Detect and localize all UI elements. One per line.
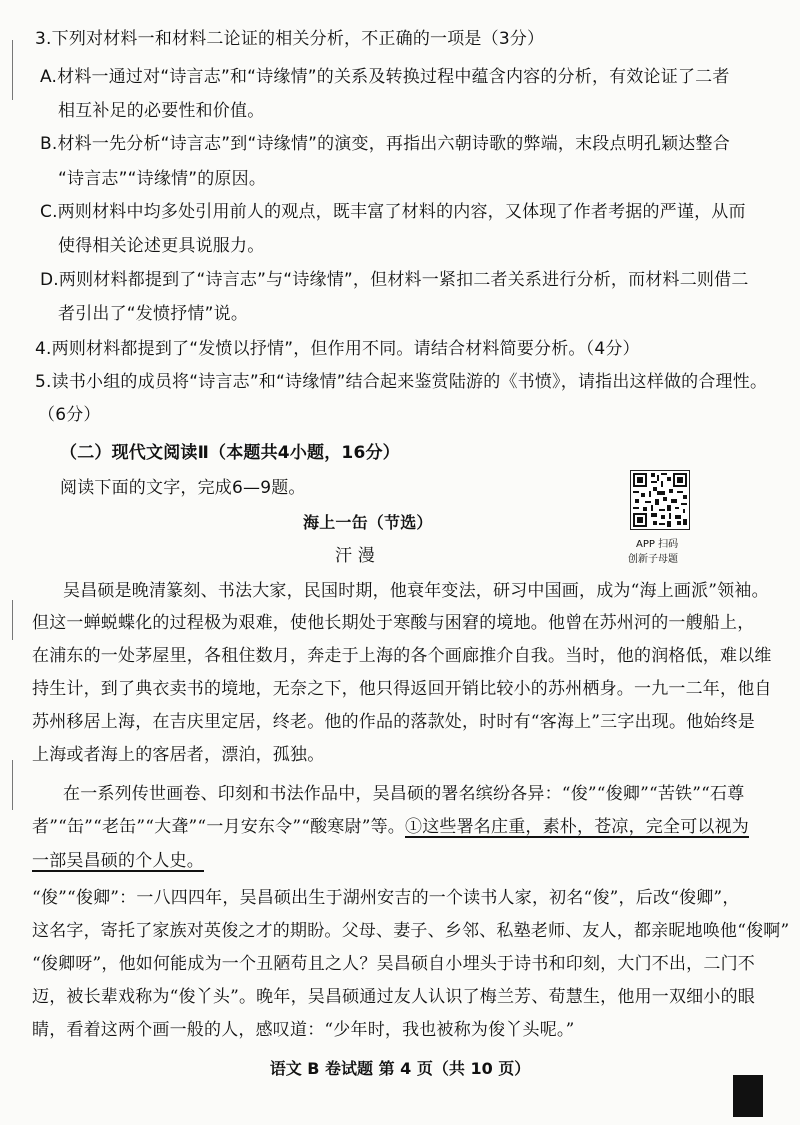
paragraph-2-line-1: 在一系列传世画卷、印刻和书法作品中，吴昌硕的署名缤纷各异：“俊”“俊卿”“苦铁”“石尊 <box>63 784 745 804</box>
paragraph-3-line-1: “俊”“俊卿”：一八四四年，吴昌硕出生于湖州安吉的一个读书人家，初名“俊”，后改“俊卿”， <box>32 888 740 908</box>
paragraph-1-line-6: 上海或者海上的客居者，漂泊，孤独。 <box>32 745 325 765</box>
paragraph-1-line-1: 吴昌硕是晚清篆刻、书法大家，民国时期，他衰年变法，研习中国画，成为“海上画派”领袖。 <box>63 581 769 601</box>
paragraph-1-line-4: 持生计，到了典衣卖书的境地，无奈之下，他只得返回开销比较小的苏州栖身。一九一二年，他自 <box>32 679 772 699</box>
paragraph-3-line-5: 睛，看着这两个画一般的人，感叹道：“少年时，我也被称为俊丫头呢。” <box>32 1020 575 1040</box>
section-instruction: 阅读下面的文字，完成6—9题。 <box>60 478 306 498</box>
paragraph-2-line-2 <box>32 816 749 838</box>
margin-rule <box>12 40 13 100</box>
paragraph-1-line-3: 在浦东的一处茅屋里，各租住数月，奔走于上海的各个画廊推介自我。当时，他的润格低，难以维 <box>32 646 772 666</box>
underlined-sentence-1: ①这些署名庄重，素朴，苍凉，完全可以视为 <box>405 817 749 837</box>
paragraph-3-line-2: 这名字，寄托了家族对英俊之才的期盼。父母、妻子、乡邻、私塾老师、友人，都亲昵地唤他“俊啊” <box>32 921 790 941</box>
option-a-line-2: 相互补足的必要性和价值。 <box>58 101 265 121</box>
passage-title: 海上一缶（节选） <box>303 513 433 532</box>
paragraph-1-line-5: 苏州移居上海，在吉庆里定居，终老。他的作品的落款处，时时有“客海上”三字出现。他始终是 <box>32 712 755 732</box>
question-5-line-2: （6分） <box>38 405 101 425</box>
option-b-line-2: “诗言志”“诗缘情”的原因。 <box>58 169 267 189</box>
question-5-line-1: 5.读书小组的成员将“诗言志”和“诗缘情”结合起来鉴赏陆游的《书愤》，请指出这样做的合理性。 <box>35 372 768 392</box>
corner-mark <box>733 1075 763 1117</box>
paragraph-3-line-3: “俊卿呀”，他如何能成为一个丑陋苟且之人？吴昌硕自小埋头于诗书和印刻，大门不出，二门不 <box>32 954 755 974</box>
question-4: 4.两则材料都提到了“发愤以抒情”，但作用不同。请结合材料简要分析。（4分） <box>35 339 640 359</box>
question-3-stem: 3.下列对材料一和材料二论证的相关分析，不正确的一项是（3分） <box>35 29 545 49</box>
paragraph-3-line-4: 迈，被长辈戏称为“俊丫头”。晚年，吴昌硕通过友人认识了梅兰芳、荀慧生，他用一双细小的眼 <box>32 987 755 1007</box>
option-b-line-1: B.材料一先分析“诗言志”到“诗缘情”的演变，再指出六朝诗歌的弊端，末段点明孔颖达整合 <box>40 134 730 154</box>
margin-rule <box>12 760 13 810</box>
option-c-line-1: C.两则材料中均多处引用前人的观点，既丰富了材料的内容，又体现了作者考据的严谨，从而 <box>40 202 746 222</box>
underlined-sentence-1-cont: 一部吴昌硕的个人史。 <box>32 851 204 871</box>
qr-code-icon <box>630 470 690 530</box>
qr-caption-2: 创新子母题 <box>628 554 678 565</box>
passage-author: 汗 漫 <box>335 546 376 566</box>
option-d-line-1: D.两则材料都提到了“诗言志”与“诗缘情”，但材料一紧扣二者关系进行分析，而材料二则借二 <box>40 270 749 290</box>
option-c-line-2: 使得相关论述更具说服力。 <box>58 236 265 256</box>
margin-rule <box>12 600 13 640</box>
section-heading: （二）现代文阅读Ⅱ（本题共4小题，16分） <box>60 443 400 463</box>
page-footer: 语文 B 卷试题 第 4 页（共 10 页） <box>269 1059 531 1078</box>
option-a-line-1: A.材料一通过对“诗言志”和“诗缘情”的关系及转换过程中蕴含内容的分析，有效论证了二者 <box>40 67 730 87</box>
qr-caption-1: APP 扫码 <box>636 539 679 550</box>
option-d-line-2: 者引出了“发愤抒情”说。 <box>58 304 249 324</box>
paragraph-1-line-2: 但这一蝉蜕蝶化的过程极为艰难，使他长期处于寒酸与困窘的境地。他曾在苏州河的一艘船上， <box>32 613 755 633</box>
paragraph-2-line-2-plain: 者”“缶”“老缶”“大聋”“一月安东令”“酸寒尉”等。 <box>32 817 405 837</box>
